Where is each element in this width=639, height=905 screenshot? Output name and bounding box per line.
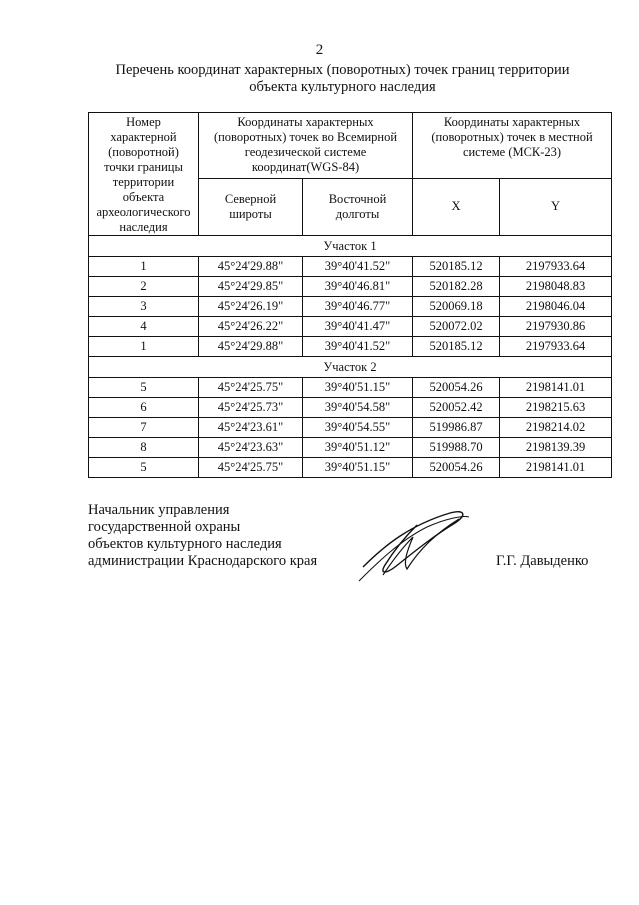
header-row-top bbox=[89, 113, 612, 179]
page-number: 2 bbox=[315, 42, 324, 58]
position-line: Начальник управления bbox=[88, 502, 230, 518]
cell-point-number: 2 bbox=[89, 277, 199, 297]
cell-longitude: 39°40'51.15" bbox=[303, 458, 413, 478]
position-line: администрации Краснодарского края bbox=[88, 553, 318, 569]
cell-point-number: 7 bbox=[89, 418, 199, 438]
cell-latitude: 45°24'25.75" bbox=[199, 458, 303, 478]
cell-longitude: 39°40'51.15" bbox=[303, 378, 413, 398]
cell-point-number: 8 bbox=[89, 438, 199, 458]
cell-point-number: 6 bbox=[89, 398, 199, 418]
table-row bbox=[89, 277, 612, 297]
table-row bbox=[89, 398, 612, 418]
signer-name: Г.Г. Давыденко bbox=[496, 553, 589, 569]
cell-y: 2198139.39 bbox=[500, 438, 612, 458]
cell-x: 519986.87 bbox=[413, 418, 500, 438]
cell-longitude: 39°40'51.12" bbox=[303, 438, 413, 458]
header-msk23: Координаты характерных (поворотных) точек в местной системе (МСК-23) bbox=[413, 113, 612, 179]
position-line: государственной охраны bbox=[88, 519, 241, 535]
cell-point-number: 1 bbox=[89, 257, 199, 277]
cell-latitude: 45°24'29.88" bbox=[199, 337, 303, 357]
cell-x: 520052.42 bbox=[413, 398, 500, 418]
cell-longitude: 39°40'54.55" bbox=[303, 418, 413, 438]
cell-y: 2198048.83 bbox=[500, 277, 612, 297]
header-wgs84: Координаты характерных (поворотных) точек во Всемирной геодезической системе координат(WGS-84) bbox=[199, 113, 413, 179]
cell-point-number: 3 bbox=[89, 297, 199, 317]
cell-latitude: 45°24'25.73" bbox=[199, 398, 303, 418]
cell-longitude: 39°40'41.47" bbox=[303, 317, 413, 337]
section-title: Участок 1 bbox=[89, 236, 612, 257]
table-row bbox=[89, 418, 612, 438]
cell-x: 520072.02 bbox=[413, 317, 500, 337]
cell-latitude: 45°24'26.22" bbox=[199, 317, 303, 337]
cell-y: 2197933.64 bbox=[500, 337, 612, 357]
signatory-position bbox=[88, 502, 317, 570]
header-east-longitude: Восточной долготы bbox=[303, 178, 413, 235]
cell-point-number: 4 bbox=[89, 317, 199, 337]
cell-latitude: 45°24'25.75" bbox=[199, 378, 303, 398]
cell-x: 520182.28 bbox=[413, 277, 500, 297]
cell-y: 2197933.64 bbox=[500, 257, 612, 277]
cell-x: 520185.12 bbox=[413, 257, 500, 277]
cell-point-number: 1 bbox=[89, 337, 199, 357]
position-line: объектов культурного наследия bbox=[88, 536, 282, 552]
cell-y: 2197930.86 bbox=[500, 317, 612, 337]
cell-y: 2198141.01 bbox=[500, 378, 612, 398]
table-row bbox=[89, 378, 612, 398]
coordinates-table bbox=[88, 112, 612, 478]
cell-point-number: 5 bbox=[89, 458, 199, 478]
header-x: X bbox=[413, 178, 500, 235]
cell-longitude: 39°40'46.81" bbox=[303, 277, 413, 297]
cell-longitude: 39°40'46.77" bbox=[303, 297, 413, 317]
title-line-2: объекта культурного наследия bbox=[249, 79, 436, 95]
cell-latitude: 45°24'29.88" bbox=[199, 257, 303, 277]
cell-point-number: 5 bbox=[89, 378, 199, 398]
cell-y: 2198215.63 bbox=[500, 398, 612, 418]
cell-x: 520054.26 bbox=[413, 378, 500, 398]
handwritten-signature bbox=[355, 505, 475, 585]
title-line-1: Перечень координат характерных (поворотных) точек границ территории bbox=[115, 62, 570, 78]
table-row bbox=[89, 337, 612, 357]
document-title bbox=[70, 62, 615, 96]
cell-latitude: 45°24'29.85" bbox=[199, 277, 303, 297]
cell-y: 2198141.01 bbox=[500, 458, 612, 478]
section-title: Участок 2 bbox=[89, 357, 612, 378]
header-point-number: Номер характерной (поворотной) точки границы территории объекта археологического наследия bbox=[89, 113, 199, 236]
header-y: Y bbox=[500, 178, 612, 235]
cell-x: 520185.12 bbox=[413, 337, 500, 357]
cell-longitude: 39°40'41.52" bbox=[303, 337, 413, 357]
cell-x: 520054.26 bbox=[413, 458, 500, 478]
cell-y: 2198046.04 bbox=[500, 297, 612, 317]
table-row bbox=[89, 458, 612, 478]
cell-y: 2198214.02 bbox=[500, 418, 612, 438]
header-north-latitude: Северной широты bbox=[199, 178, 303, 235]
table-row bbox=[89, 257, 612, 277]
table-row bbox=[89, 438, 612, 458]
cell-x: 519988.70 bbox=[413, 438, 500, 458]
cell-longitude: 39°40'41.52" bbox=[303, 257, 413, 277]
section-row bbox=[89, 236, 612, 257]
cell-latitude: 45°24'23.61" bbox=[199, 418, 303, 438]
cell-latitude: 45°24'23.63" bbox=[199, 438, 303, 458]
section-row bbox=[89, 357, 612, 378]
cell-latitude: 45°24'26.19" bbox=[199, 297, 303, 317]
table-row bbox=[89, 317, 612, 337]
cell-longitude: 39°40'54.58" bbox=[303, 398, 413, 418]
table-row bbox=[89, 297, 612, 317]
cell-x: 520069.18 bbox=[413, 297, 500, 317]
